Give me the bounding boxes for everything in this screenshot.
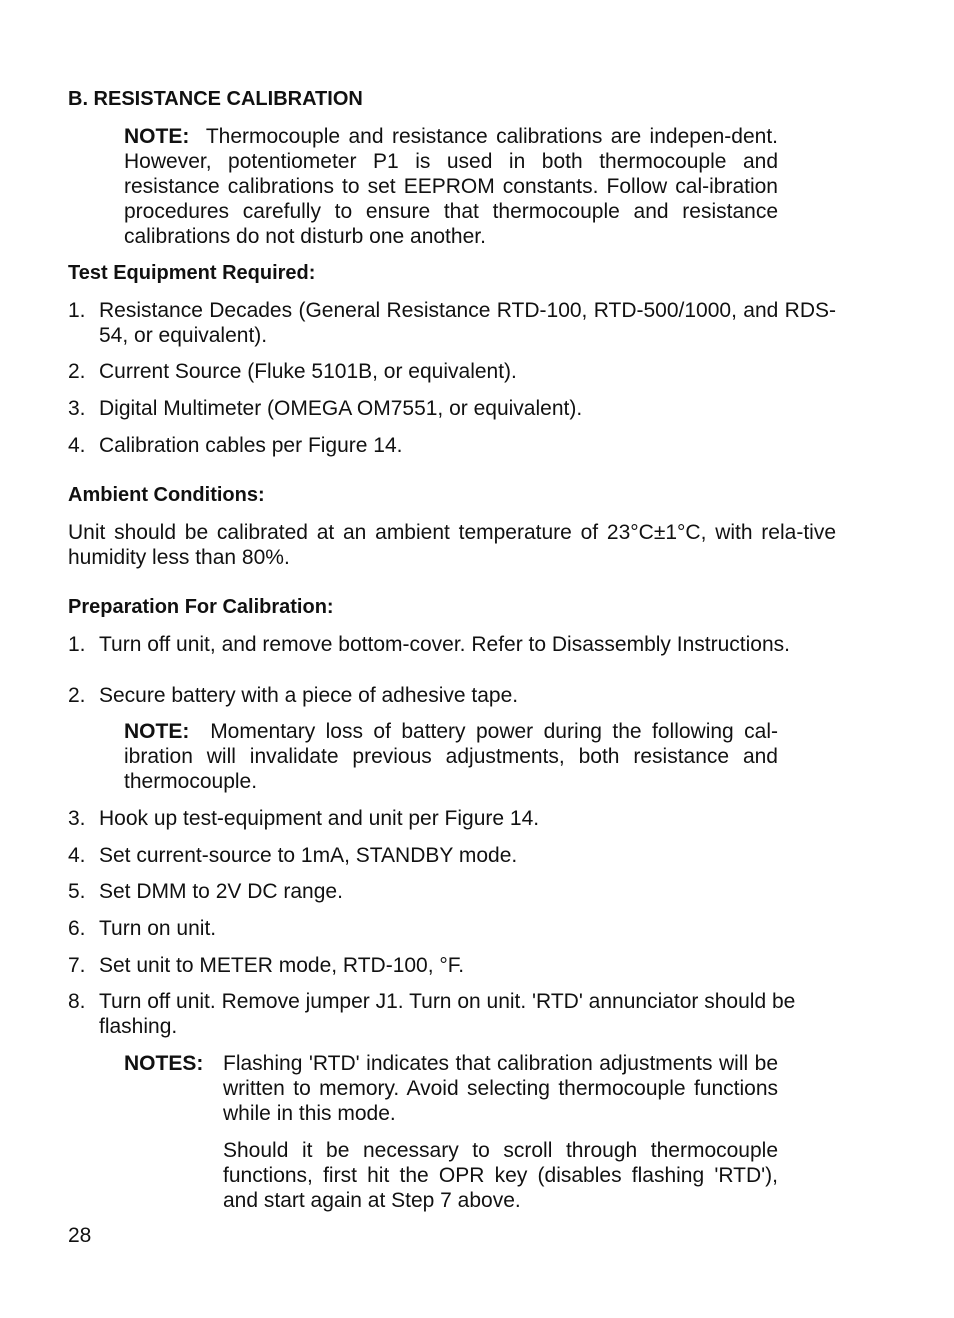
list-text: Hook up test-equipment and unit per Figure 14. [99,807,540,830]
list-number: 3. [68,807,86,830]
list-number: 8. [68,990,86,1013]
list-number: 5. [68,880,86,903]
list-item [68,298,836,348]
list-number: 7. [68,954,86,977]
list-number: 2. [68,684,86,707]
list-item [68,879,836,904]
list-text: Set DMM to 2V DC range. [99,880,343,903]
note-text: Momentary loss of battery power during the following cal-ibration will invalidate previous adjustments, both resistance and thermocouple. [124,720,778,793]
list-text: Digital Multimeter (OMEGA OM7551, or equivalent). [99,397,583,420]
list-item [68,683,836,708]
list-number: 4. [68,844,86,867]
list-item [68,433,836,458]
test-equipment-heading: Test Equipment Required: [68,262,316,284]
notes-label: NOTES: [124,1052,204,1075]
preparation-heading: Preparation For Calibration: [68,596,334,618]
list-number: 2. [68,360,86,383]
list-text: Secure battery with a piece of adhesive tape. [99,684,519,707]
list-text: Turn off unit. Remove jumper J1. Turn on unit. 'RTD' annunciator should be flashing. [99,990,796,1038]
list-item [68,359,836,384]
list-text: Set unit to METER mode, RTD-100, °F. [99,954,465,977]
note-battery-power [124,719,778,794]
note-thermocouple-resistance [124,124,778,249]
list-text: Resistance Decades (General Resistance RTD-100, RTD-500/1000, and RDS-54, or equivalent). [99,299,836,347]
section-title: B. RESISTANCE CALIBRATION [68,88,363,110]
list-text: Turn on unit. [99,917,217,940]
list-number: 4. [68,434,86,457]
list-item [68,806,836,831]
list-item [68,843,836,868]
list-item [68,989,836,1039]
list-number: 3. [68,397,86,420]
list-item [68,396,836,421]
ambient-conditions-heading: Ambient Conditions: [68,484,265,506]
list-text: Set current-source to 1mA, STANDBY mode. [99,844,518,867]
note-text: Thermocouple and resistance calibrations are indepen-dent. However, potentiometer P1 is used in both thermocouple and resistance calibrations to set EEPROM constants. Follow cal-ibration procedures carefully to ensure that thermocouple and resistance calibrations do not disturb one another. [124,125,778,248]
list-text: Calibration cables per Figure 14. [99,434,403,457]
note-label: NOTE: [124,720,190,743]
page-number: 28 [68,1224,92,1247]
list-item [68,953,836,978]
ambient-conditions-text: Unit should be calibrated at an ambient temperature of 23°C±1°C, with rela-tive humidity less than 80%. [68,521,836,569]
notes-paragraph-scroll-functions: Should it be necessary to scroll through thermocouple functions, first hit the OPR key (disables flashing 'RTD'), and start again at Step 7 above. [223,1139,778,1212]
document-page [68,0,836,1318]
list-text: Turn off unit, and remove bottom-cover. Refer to Disassembly Instructions. [99,633,790,656]
list-text: Current Source (Fluke 5101B, or equivalent). [99,360,517,383]
list-number: 6. [68,917,86,940]
list-number: 1. [68,299,86,322]
list-item [68,632,836,657]
list-item [68,916,836,941]
list-number: 1. [68,633,86,656]
notes-paragraph-flashing-rtd: Flashing 'RTD' indicates that calibration adjustments will be written to memory. Avoid selecting thermocouple functions while in this mode. [223,1052,778,1125]
note-label: NOTE: [124,125,190,148]
